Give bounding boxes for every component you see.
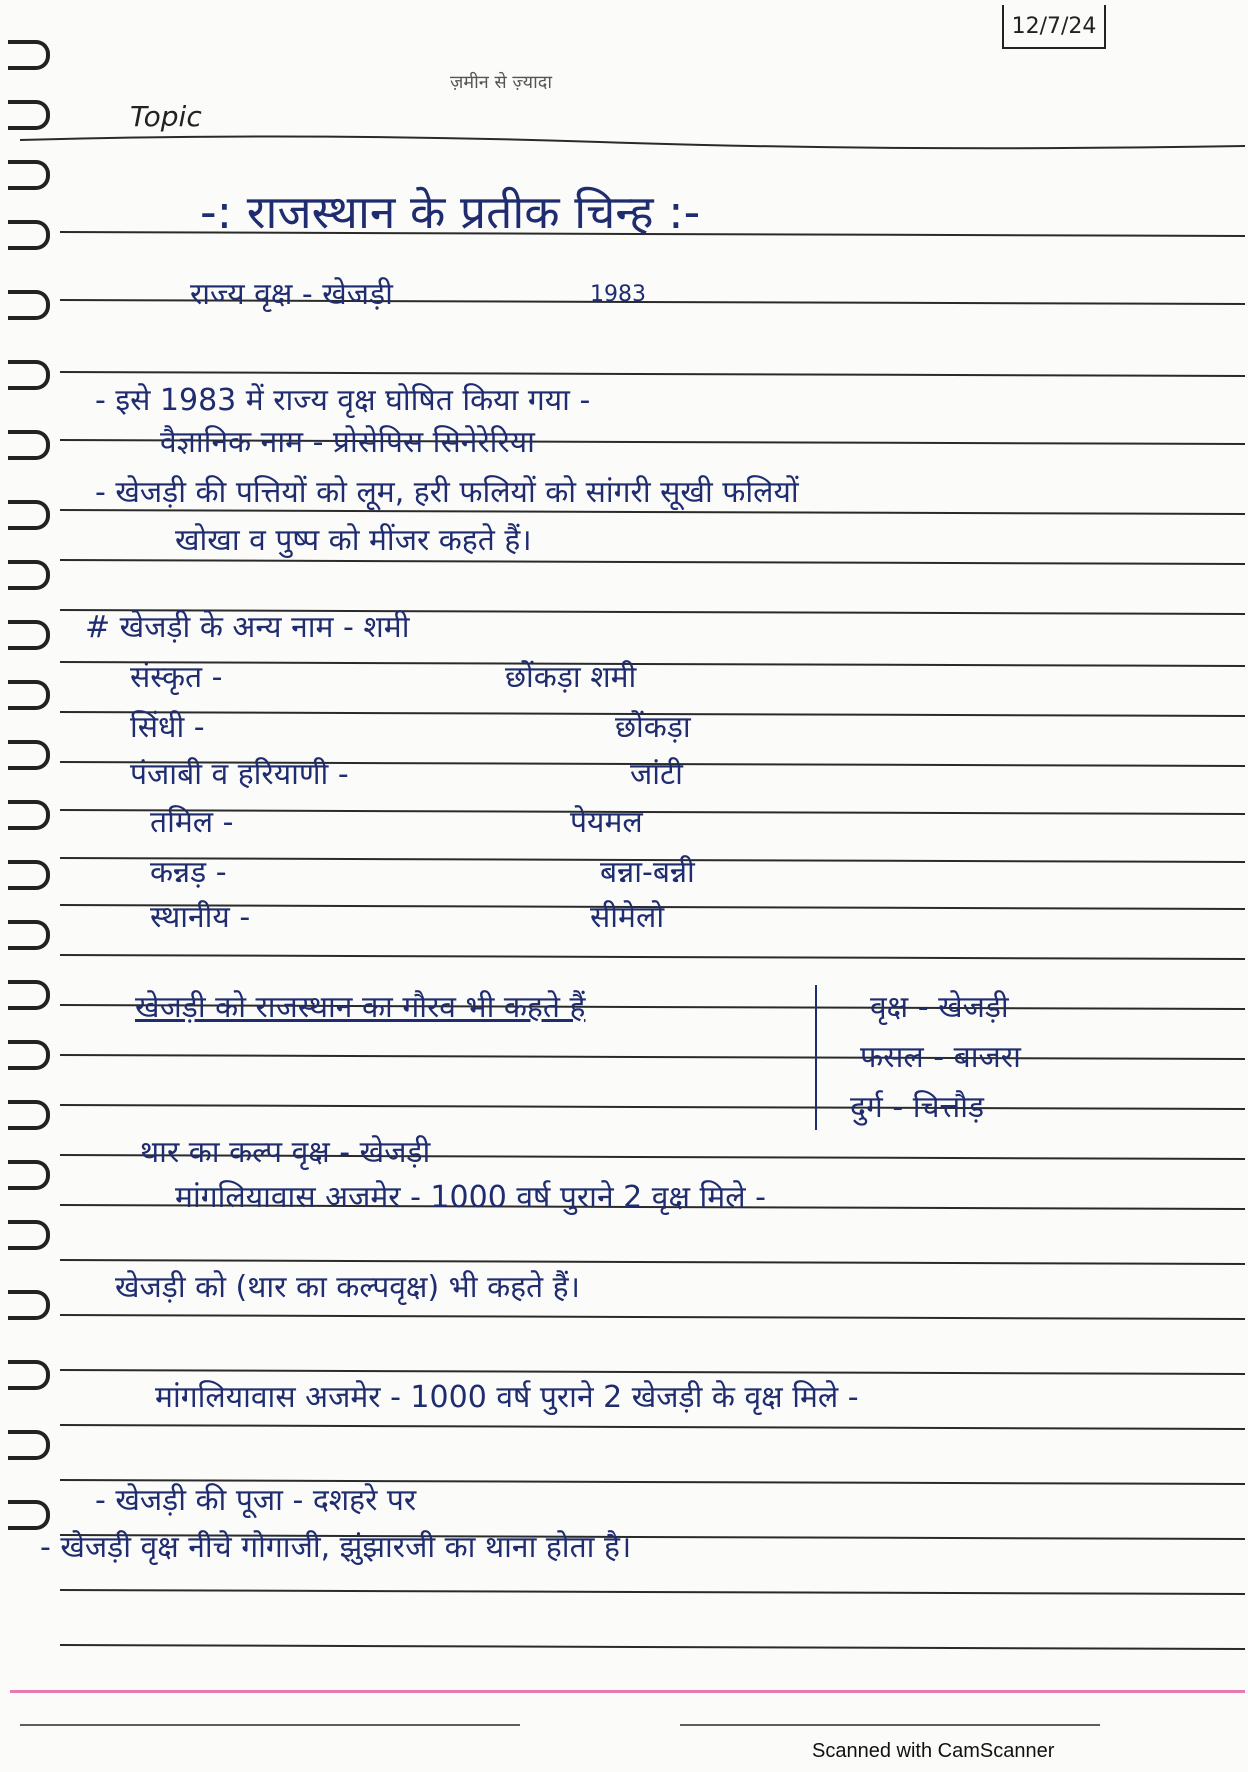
binding-ring-icon [8,980,50,1010]
lang-sanskrit: संस्कृत - [130,660,223,695]
binding-ring-icon [8,1430,50,1460]
side-item-fort: दुर्ग - चित्तौड़ [850,1090,985,1125]
line-flowers: खोखा व पुष्प को मींजर कहते हैं। [175,523,532,558]
lang-kannada: कन्नड़ - [150,855,227,890]
side-list-bracket [815,985,817,1130]
line-state-tree: राज्य वृक्ष - खेजड़ी [190,277,393,312]
binding-ring-icon [8,160,50,190]
line-thana: - खेजड़ी वृक्ष नीचे गोगाजी, झुंझारजी का थाना होता है। [40,1530,632,1565]
binding-ring-icon [8,500,50,530]
line-mangliyawas-2: मांगलियावास अजमेर - 1000 वर्ष पुराने 2 खेजड़ी के वृक्ष मिले - [155,1380,859,1415]
binding-ring-icon [8,1290,50,1320]
binding-ring-icon [8,360,50,390]
topic-label: Topic [130,100,202,133]
lang-sanskrit-value: छोंकड़ा शमी [505,660,637,695]
line-worship: - खेजड़ी की पूजा - दशहरे पर [95,1483,417,1518]
binding-ring-icon [8,740,50,770]
lang-tamil-value: पेयमल [570,805,643,840]
pink-margin-line [10,1690,1245,1693]
side-item-tree: वृक्ष - खेजड़ी [870,990,1009,1025]
binding-ring-icon [8,860,50,890]
binding-ring-icon [8,40,50,70]
line-declared: - इसे 1983 में राज्य वृक्ष घोषित किया गया - [95,383,591,418]
lang-local-value: सीमेलो [590,900,665,935]
binding-ring-icon [8,220,50,250]
binding-ring-icon [8,290,50,320]
binding-ring-icon [8,1040,50,1070]
line-kalpavriksha: थार का कल्प वृक्ष - खेजड़ी [140,1135,431,1170]
line-mangliyawas-1: मांगलियावास अजमेर - 1000 वर्ष पुराने 2 वृक्ष मिले - [175,1180,766,1215]
line-state-tree-note: 1983 [590,282,646,307]
date-box: 12/7/24 [1002,5,1106,49]
scanner-watermark: Scanned with CamScanner [812,1740,1055,1762]
lang-local: स्थानीय - [150,900,251,935]
binding-ring-icon [8,800,50,830]
line-other-names: # खेजड़ी के अन्य नाम - शमी [85,610,410,645]
binding-ring-icon [8,560,50,590]
lang-kannada-value: बन्ना-बन्नी [600,855,695,890]
binding-ring-icon [8,1100,50,1130]
spiral-binding [0,0,70,1600]
lang-sindhi: सिंधी - [130,710,205,745]
binding-ring-icon [8,920,50,950]
binding-ring-icon [8,620,50,650]
lang-punjabi: पंजाबी व हरियाणी - [130,757,349,792]
line-leaves: - खेजड़ी की पत्तियों को लूम, हरी फलियों को सांगरी सूखी फलियों [95,475,799,510]
margin-note: ज़मीन से ज़्यादा [450,72,553,93]
line-scientific-name: वैज्ञानिक नाम - प्रोसेपिस सिनेरेरिया [160,425,535,460]
lang-punjabi-value: जांटी [630,757,683,792]
binding-ring-icon [8,430,50,460]
line-thar-kalpavriksha: खेजड़ी को (थार का कल्पवृक्ष) भी कहते हैं। [115,1270,580,1305]
page-title: -: राजस्थान के प्रतीक चिन्ह :- [200,185,701,239]
binding-ring-icon [8,1220,50,1250]
binding-ring-icon [8,100,50,130]
binding-ring-icon [8,680,50,710]
binding-ring-icon [8,1160,50,1190]
binding-ring-icon [8,1360,50,1390]
lang-sindhi-value: छोंकड़ा [615,710,691,745]
line-pride: खेजड़ी को राजस्थान का गौरव भी कहते हैं [135,990,586,1025]
lang-tamil: तमिल - [150,805,234,840]
side-item-crop: फसल - बाजरा [860,1040,1021,1075]
